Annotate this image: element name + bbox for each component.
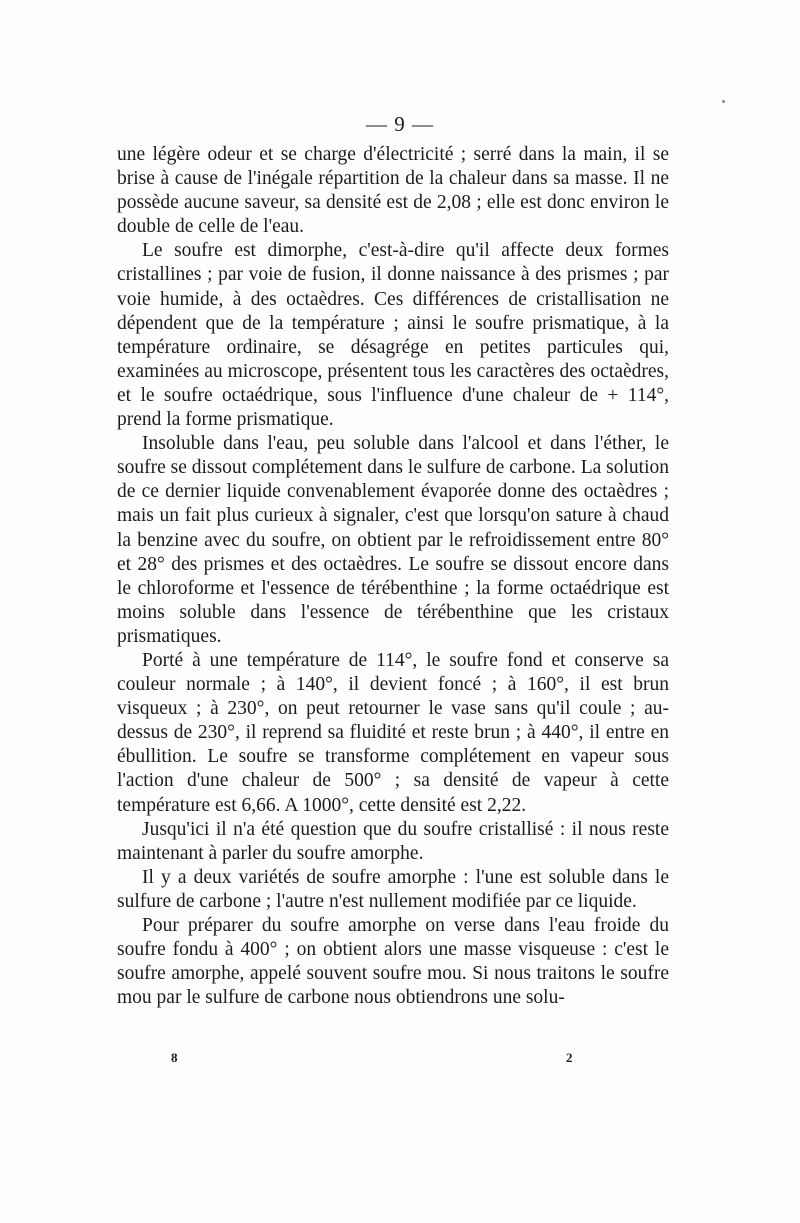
paragraph: Jusqu'ici il n'a été question que du soufre cristallisé : il nous reste maintenant à parler du soufre amorphe. — [117, 818, 669, 864]
paragraph: Le soufre est dimorphe, c'est-à-dire qu'il affecte deux formes cristallines ; par voie de fusion, il donne naissance à des prismes ; par voie humide, à des octaèdres. Ces différences de cristallisation ne dépendent que de la température ; ainsi le soufre prismatique, à la température ordinaire, se désagrége en petites particules qui, examinées au microscope, présentent tous les caractères des octaèdres, et le soufre octaédrique, sous l'influence d'une chaleur de + 114°, prend la forme prismatique. — [117, 240, 669, 431]
paragraph: Pour préparer du soufre amorphe on verse dans l'eau froide du soufre fondu à 400° ; on obtient alors une masse visqueuse : c'est le soufre amorphe, appelé souvent soufre mou. Si nous traitons le soufre mou par le sulfure de carbone nous obtiendrons une solu- — [117, 915, 669, 1009]
signature-mark-right: 2 — [566, 1050, 573, 1065]
paragraph: Porté à une température de 114°, le soufre fond et conserve sa couleur normale ; à 140°, il devient foncé ; à 160°, il est brun visqueux ; à 230°, on peut retourner le vase sans qu'il coule ; au-dessus de 230°, il reprend sa fluidité et reste brun ; à 440°, il entre en ébullition. Le soufre se transforme complétement en vapeur sous l'action d'une chaleur de 500° ; sa densité de vapeur à cette température est 6,66. A 1000°, cette densité est 2,22. — [117, 649, 669, 816]
signature-mark-left: 8 — [171, 1050, 178, 1065]
body-text — [117, 143, 669, 1010]
paper-speck — [722, 100, 725, 103]
paragraph: une légère odeur et se charge d'électricité ; serré dans la main, il se brise à cause de l'inégale répartition de la chaleur dans sa masse. Il ne possède aucune saveur, sa densité est de 2,08 ; elle est donc environ le double de celle de l'eau. — [117, 144, 669, 238]
paragraph: Il y a deux variétés de soufre amorphe : l'une est soluble dans le sulfure de carbone ; l'autre n'est nullement modifiée par ce liquide. — [117, 866, 669, 912]
paragraph: Insoluble dans l'eau, peu soluble dans l'alcool et dans l'éther, le soufre se dissout complétement dans le sulfure de carbone. La solution de ce dernier liquide convenablement évaporée donne des octaèdres ; mais un fait plus curieux à signaler, c'est que lorsqu'on sature à chaud la benzine avec du soufre, on obtient par le refroidissement entre 80° et 28° des prismes et des octaèdres. Le soufre se dissout encore dans le chloroforme et l'essence de térébenthine ; la forme octaédrique est moins soluble dans l'essence de térébenthine que les cristaux prismatiques. — [117, 433, 669, 647]
page-number: — 9 — — [366, 112, 434, 136]
